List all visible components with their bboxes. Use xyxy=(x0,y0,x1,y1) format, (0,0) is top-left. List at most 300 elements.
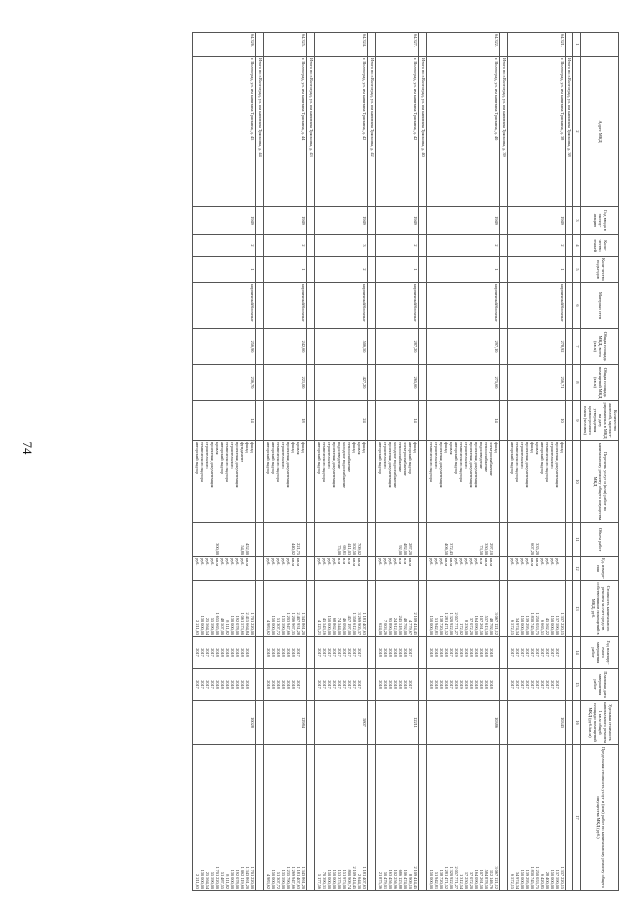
total-index xyxy=(499,33,507,57)
house-unit-cost: 10386 xyxy=(426,701,499,745)
cost-line: 48 507,00 xyxy=(219,617,225,635)
limit-cost-line: 6 572,15 xyxy=(509,873,515,889)
limit-cost xyxy=(426,745,499,891)
date-plan-line: 2017 xyxy=(204,680,210,689)
house-floors: 2 xyxy=(507,235,565,257)
limit-cost-line: 17 250,00 xyxy=(463,871,469,889)
total-row xyxy=(367,33,375,891)
house-residents: 10 xyxy=(507,401,565,441)
cost-line: 48 792,00 xyxy=(488,617,494,635)
date-plan-line: 2018 xyxy=(234,680,240,689)
date-plan-line: 2017 xyxy=(407,680,413,689)
cost-line: 130 000,00 xyxy=(199,615,205,635)
cost-line: 46 094,00 xyxy=(341,617,347,635)
house-residents: 14 xyxy=(192,401,255,441)
header-cost: Стоимость капитального ремонта за счет средств собственников помещений в МКД, руб. xyxy=(581,581,619,637)
works-line: водоотведение xyxy=(478,442,484,469)
limit-cost-line: 25 564,54 xyxy=(204,871,210,889)
year-plan-line: 2018 xyxy=(285,648,291,657)
volume-line: 287,20 xyxy=(407,543,413,555)
works-line: авторский надзор xyxy=(539,442,545,475)
total-empty-cell xyxy=(418,441,426,523)
limit-cost-line: 1 062 119,60 xyxy=(239,866,245,889)
total-empty-cell xyxy=(418,401,426,441)
cost-line: 7 003,26 xyxy=(382,619,388,635)
house-unit-cost: 12984 xyxy=(263,701,306,745)
total-empty-cell xyxy=(255,441,263,523)
volume-line xyxy=(514,524,519,555)
works-line: холодное водоснабжение xyxy=(341,442,347,488)
works-line: фасад xyxy=(412,442,418,453)
unit-line: руб. xyxy=(239,558,245,566)
house-id: 64.325. xyxy=(263,33,306,57)
total-empty-cell xyxy=(565,401,573,441)
total-empty-cell xyxy=(255,557,263,581)
limit-cost-line: 1 701 220,00 xyxy=(249,866,255,889)
works-line: теплоснабжение xyxy=(346,442,352,473)
works xyxy=(375,441,418,523)
works-line: проектная документация xyxy=(473,442,479,488)
limit-cost-line: 3 067 121,12 xyxy=(493,866,499,889)
total-empty-cell xyxy=(418,523,426,557)
house-id: 64.321. xyxy=(507,33,565,57)
house-unit-cost: 12211 xyxy=(375,701,418,745)
year-plan-line: 2017 xyxy=(549,648,555,657)
works xyxy=(426,441,499,523)
date-plan-line: 2018 xyxy=(488,680,494,689)
volume xyxy=(375,523,418,557)
date-plan xyxy=(314,669,367,701)
unit-line: руб. xyxy=(468,558,474,566)
total-empty-cell xyxy=(418,207,426,235)
date-plan-line: 2018 xyxy=(219,680,225,689)
total-empty-cell xyxy=(306,365,314,401)
cost-line: 137 590,00 xyxy=(554,615,560,635)
unit-line: кв.м xyxy=(488,558,494,566)
cost-line: 192 078,00 xyxy=(234,615,240,635)
limit-cost-line: 112 146,76 xyxy=(488,869,494,889)
volume-line xyxy=(554,524,559,555)
works-line: авторский надзор xyxy=(453,442,459,475)
volume-line xyxy=(270,524,275,555)
limit-cost-line: 2 057 771,27 xyxy=(453,866,459,889)
rotated-sheet xyxy=(98,32,619,890)
house-row xyxy=(426,33,499,891)
total-empty-cell xyxy=(499,669,507,701)
total-empty-cell xyxy=(565,557,573,581)
cost-line: 150 000,00 xyxy=(428,615,434,635)
total-index xyxy=(367,33,375,57)
works-line: кровля xyxy=(448,442,454,455)
date-plan-line: 2018 xyxy=(397,680,403,689)
unit xyxy=(507,557,565,581)
total-empty-cell xyxy=(306,701,314,745)
limit-cost-line: 1 269 947,66 xyxy=(290,866,296,889)
total-empty-cell xyxy=(306,235,314,257)
date-plan-line: 2018 xyxy=(387,680,393,689)
date-plan-line: 2018 xyxy=(377,680,383,689)
limit-cost-line: 2 211,63 xyxy=(194,874,200,889)
header-floors: Коли-чество этажей xyxy=(581,235,619,257)
volume-line xyxy=(559,524,564,555)
works-line: строительного xyxy=(382,442,388,469)
total-row xyxy=(418,33,426,891)
limit-cost-line: 135 590,00 xyxy=(280,869,286,889)
works-line: строительного xyxy=(549,442,555,469)
date-plan-line: 2018 xyxy=(468,680,474,689)
total-label: Итого по г.Волгоград, ул. им капитана Тряскина, д. 43 xyxy=(306,57,314,207)
cost-line: 135 590,00 xyxy=(280,615,286,635)
total-empty-cell xyxy=(306,745,314,891)
house-year: 1949 xyxy=(192,207,255,235)
total-empty-cell xyxy=(367,401,375,441)
house-row xyxy=(507,33,565,891)
limit-cost-line: 150 000,00 xyxy=(549,869,555,889)
volume-line: 502,50 xyxy=(351,543,357,555)
column-number: 11 xyxy=(573,523,581,557)
volume-line: 452,00 xyxy=(244,543,250,555)
unit-line: руб. xyxy=(331,558,337,566)
date-plan-line: 2017 xyxy=(509,680,515,689)
date-plan-line: 2017 xyxy=(539,680,545,689)
volume-line: 335,20 xyxy=(534,543,540,555)
header-date-plan: Плановая дата завершения работ xyxy=(581,669,619,701)
unit-line: руб. xyxy=(229,558,235,566)
works-line: строительного xyxy=(519,442,525,469)
cost-line: 138 720,00 xyxy=(438,615,444,635)
year-plan-line: 2018 xyxy=(290,648,296,657)
unit-line: руб. xyxy=(377,558,383,566)
column-number: 4 xyxy=(573,235,581,257)
works-line: проектная документация xyxy=(331,442,337,488)
cost-line: 1 701 220,00 xyxy=(249,612,255,635)
unit-line: п.м xyxy=(478,558,484,565)
limit-cost-line: 107 261,50 xyxy=(478,869,484,889)
volume-line xyxy=(387,524,392,555)
limit-cost-line: 1 320 922,00 xyxy=(448,866,454,889)
works xyxy=(507,441,565,523)
total-empty-cell xyxy=(306,669,314,701)
house-row xyxy=(263,33,306,891)
house-year: 1949 xyxy=(375,207,418,235)
limit-cost-line: 4 983,62 xyxy=(265,873,271,889)
house-area-total: 242,60 xyxy=(263,329,306,365)
cost-line: 1 206 967,35 xyxy=(290,612,296,635)
date-plan-line: 2017 xyxy=(199,680,205,689)
limit-cost-line: 686 123,88 xyxy=(397,869,403,889)
date-plan-line: 2017 xyxy=(346,680,352,689)
unit-line: руб. xyxy=(544,558,550,566)
year-plan-line: 2017 xyxy=(509,648,515,657)
volume-line xyxy=(275,524,280,555)
year-plan xyxy=(314,637,367,669)
date-plan-line: 2017 xyxy=(316,680,322,689)
volume-line xyxy=(224,524,229,555)
limit-cost-line: 51 307,72 xyxy=(275,871,281,889)
house-address: г. Волгоград, ул. им капитана Тряскина, д. 42 xyxy=(314,57,367,207)
total-empty-cell xyxy=(367,557,375,581)
year-plan-line: 2018 xyxy=(397,648,403,657)
year-plan-line: 2017 xyxy=(316,648,322,657)
limit-cost-line: 163 456,00 xyxy=(387,869,393,889)
total-empty-cell xyxy=(255,257,263,283)
year-plan-line: 2018 xyxy=(382,648,388,657)
house-entrances: 1 xyxy=(507,257,565,283)
cost-line: 45 543,16 xyxy=(321,617,327,635)
works-line: технического надзора xyxy=(544,442,550,482)
year-plan-line: 2018 xyxy=(377,648,383,657)
total-empty-cell xyxy=(306,557,314,581)
house-wall: кирпичный/блочные xyxy=(507,283,565,329)
volume-line xyxy=(204,524,209,555)
cost-line: 3 269 905,37 xyxy=(356,612,362,635)
volume-line xyxy=(428,524,433,555)
unit xyxy=(192,557,255,581)
limit-cost-line: 150 000,00 xyxy=(326,869,332,889)
cost-line: 74 544,00 xyxy=(336,617,342,635)
volume-line xyxy=(468,524,473,555)
total-empty-cell xyxy=(418,745,426,891)
column-number: 12 xyxy=(573,557,581,581)
house-area-rooms: 427,20 xyxy=(314,365,367,401)
total-empty-cell xyxy=(565,207,573,235)
works-line: технического надзора xyxy=(224,442,230,482)
limit-cost-line: 130 000,00 xyxy=(199,869,205,889)
cost-line: 139 295,00 xyxy=(524,615,530,635)
unit-line: руб. xyxy=(316,558,322,566)
cost-line: 2 407 931,28 xyxy=(295,612,301,635)
year-plan-line: 2018 xyxy=(468,648,474,657)
total-empty-cell xyxy=(565,329,573,365)
column-number: 3 xyxy=(573,207,581,235)
volume-line: 709,02 xyxy=(356,543,362,555)
cost-line: 1 061 573,60 xyxy=(239,612,245,635)
cost-line: 1 203 947,66 xyxy=(285,612,291,635)
unit-line: п.м xyxy=(336,558,342,565)
limit-cost-line: 130 000,00 xyxy=(229,869,235,889)
cost-line: 457 197,00 xyxy=(346,615,352,635)
year-plan-line: 2018 xyxy=(214,648,220,657)
total-empty-cell xyxy=(418,669,426,701)
limit-cost-line: 8 909,10 xyxy=(407,873,413,889)
works-line: холодное водоснабжение xyxy=(392,442,398,488)
total-empty-cell xyxy=(499,745,507,891)
total-empty-cell xyxy=(418,257,426,283)
date-plan-line: 2017 xyxy=(295,680,301,689)
volume-line: 73,50 xyxy=(478,545,484,555)
works-line: авторский надзор xyxy=(509,442,515,475)
volume-line: 607,20 xyxy=(529,543,535,555)
works-line: авторский надзор xyxy=(316,442,322,475)
works-line: авторский надзор xyxy=(377,442,383,475)
works-line: электроснабжение xyxy=(402,442,408,476)
unit-line: руб. xyxy=(509,558,515,566)
year-plan-line: 2017 xyxy=(331,648,337,657)
date-plan-line: 2017 xyxy=(549,680,555,689)
limit-cost-line: 51 487,55 xyxy=(219,871,225,889)
year-plan-line: 2018 xyxy=(428,648,434,657)
limit-cost-line: 138 720,00 xyxy=(438,869,444,889)
header-volume: Объем работ xyxy=(581,523,619,557)
cost-line: 4 983,62 xyxy=(265,619,271,635)
year-plan-line: 2018 xyxy=(392,648,398,657)
unit-line: руб. xyxy=(270,558,276,566)
date-plan-line: 2018 xyxy=(270,680,276,689)
total-empty-cell xyxy=(255,283,263,329)
total-empty-cell xyxy=(367,637,375,669)
date-plan-line: 2017 xyxy=(341,680,347,689)
house-address: г. Волгоград, ул. им капитана Тряскина, д. 45 xyxy=(192,57,255,207)
cost xyxy=(192,581,255,637)
unit-line: руб. xyxy=(209,558,215,566)
volume-line xyxy=(549,524,554,555)
works-line: проектная документация xyxy=(468,442,474,488)
cost-line: 245 518,00 xyxy=(397,615,403,635)
header-area-rooms: Общая площадь помещений МКД (кв.м) xyxy=(581,365,619,401)
date-plan-line: 2018 xyxy=(280,680,286,689)
works xyxy=(263,441,306,523)
unit-line: п.м xyxy=(346,558,352,565)
year-plan-line: 2018 xyxy=(438,648,444,657)
total-empty-cell xyxy=(499,329,507,365)
total-empty-cell xyxy=(255,235,263,257)
cost-line: 1 320 922,00 xyxy=(448,612,454,635)
house-entrances: 1 xyxy=(192,257,255,283)
volume-line xyxy=(392,524,397,555)
year-plan-line: 2017 xyxy=(519,648,525,657)
volume-line xyxy=(438,524,443,555)
total-empty-cell xyxy=(565,365,573,401)
date-plan-line: 2018 xyxy=(478,680,484,689)
cost xyxy=(263,581,306,637)
limit-cost-line: 2 109 414,45 xyxy=(351,866,357,889)
total-empty-cell xyxy=(306,637,314,669)
works-line: проектная документация xyxy=(438,442,444,488)
year-plan-line: 2017 xyxy=(544,648,550,657)
year-plan-line: 2018 xyxy=(402,648,408,657)
date-plan-line: 2019 xyxy=(458,680,464,689)
limit-cost-line: 150 000,00 xyxy=(331,869,337,889)
total-empty-cell xyxy=(565,523,573,557)
total-empty-cell xyxy=(255,637,263,669)
house-unit-cost: 5807 xyxy=(314,701,367,745)
volume-line xyxy=(544,524,549,555)
table-body xyxy=(192,33,573,891)
year-plan-line: 2018 xyxy=(433,648,439,657)
date-plan-line: 2017 xyxy=(326,680,332,689)
unit-line: руб. xyxy=(321,558,327,566)
house-floors: 2 xyxy=(192,235,255,257)
total-empty-cell xyxy=(499,701,507,745)
unit-line: руб. xyxy=(539,558,545,566)
works-line: фасад xyxy=(493,442,499,453)
limit-cost-line: 150 000,00 xyxy=(519,869,525,889)
total-row xyxy=(565,33,573,891)
date-plan-line: 2017 xyxy=(331,680,337,689)
works-line: технического надзора xyxy=(199,442,205,482)
cost-line: 150 000,00 xyxy=(326,615,332,635)
unit-line: руб. xyxy=(514,558,520,566)
limit-cost-line: 1 181 407,63 xyxy=(361,866,367,889)
limit-cost xyxy=(314,745,367,891)
cost-line: 48 792,00 xyxy=(402,617,408,635)
column-number: 5 xyxy=(573,257,581,283)
year-plan-line: 2017 xyxy=(194,648,200,657)
house-id: 64.322. xyxy=(426,33,499,57)
works-line: технического надзора xyxy=(458,442,464,482)
house-year: 1949 xyxy=(426,207,499,235)
works-line: фасад xyxy=(529,442,535,453)
total-empty-cell xyxy=(418,557,426,581)
works-line: фасад xyxy=(249,442,255,453)
header-year: Год ввода в эксплу-атацию xyxy=(581,207,619,235)
works-line: теплоснабжение xyxy=(483,442,489,473)
date-plan xyxy=(192,669,255,701)
unit-line: руб. xyxy=(458,558,464,566)
date-plan-line: 2017 xyxy=(356,680,362,689)
unit-line: руб. xyxy=(280,558,286,566)
date-plan xyxy=(426,669,499,701)
date-plan-line: 2017 xyxy=(351,680,357,689)
house-area-rooms: 256,71 xyxy=(507,365,565,401)
unit-line: руб. xyxy=(463,558,469,566)
cost-line: 4 779,67 xyxy=(407,619,413,635)
works-line: строительного xyxy=(229,442,235,469)
unit-line: кв.м xyxy=(214,558,220,566)
page-number: 74 xyxy=(20,441,35,455)
limit-cost-line: 1 250 053,75 xyxy=(534,866,540,889)
unit-line: руб. xyxy=(326,558,332,566)
works-line: строительного xyxy=(433,442,439,469)
date-plan-line: 2018 xyxy=(229,680,235,689)
unit-line: руб. xyxy=(473,558,479,566)
year-plan xyxy=(375,637,418,669)
unit xyxy=(375,557,418,581)
volume xyxy=(263,523,306,557)
unit-line: руб. xyxy=(275,558,281,566)
volume-line: 69,81 xyxy=(341,545,347,555)
cost-line: 55 590,00 xyxy=(209,617,215,635)
unit-line: руб. xyxy=(428,558,434,566)
limit-cost-line: 106 474,00 xyxy=(402,869,408,889)
works-line: электроснабжение xyxy=(488,442,494,476)
total-empty-cell xyxy=(565,745,573,891)
unit-line: руб. xyxy=(549,558,555,566)
volume-line: 482,00 xyxy=(402,543,408,555)
house-area-rooms: 221,00 xyxy=(263,365,306,401)
year-plan-line: 2018 xyxy=(387,648,393,657)
house-id: 64.324. xyxy=(314,33,367,57)
house-entrances: 2 xyxy=(314,257,367,283)
date-plan-line: 2018 xyxy=(244,680,250,689)
house-residents: 14 xyxy=(375,401,418,441)
unit-line: руб. xyxy=(285,558,291,566)
unit xyxy=(426,557,499,581)
house-wall: кирпичный/блочные xyxy=(263,283,306,329)
year-plan-line: 2018 xyxy=(483,648,489,657)
total-empty-cell xyxy=(418,283,426,329)
volume-line xyxy=(280,524,285,555)
column-number: 9 xyxy=(573,401,581,441)
limit-cost-line: 55 590,00 xyxy=(209,871,215,889)
volume-line xyxy=(316,524,321,555)
total-empty-cell xyxy=(367,745,375,891)
works-line: фундамент xyxy=(239,442,245,463)
works-line: авторский надзор xyxy=(270,442,276,475)
house-address: г. Волгоград, ул. им капитана Тряскина, д. 42 xyxy=(375,57,418,207)
limit-cost xyxy=(263,745,306,891)
limit-cost-line: 800 909,74 xyxy=(346,869,352,889)
